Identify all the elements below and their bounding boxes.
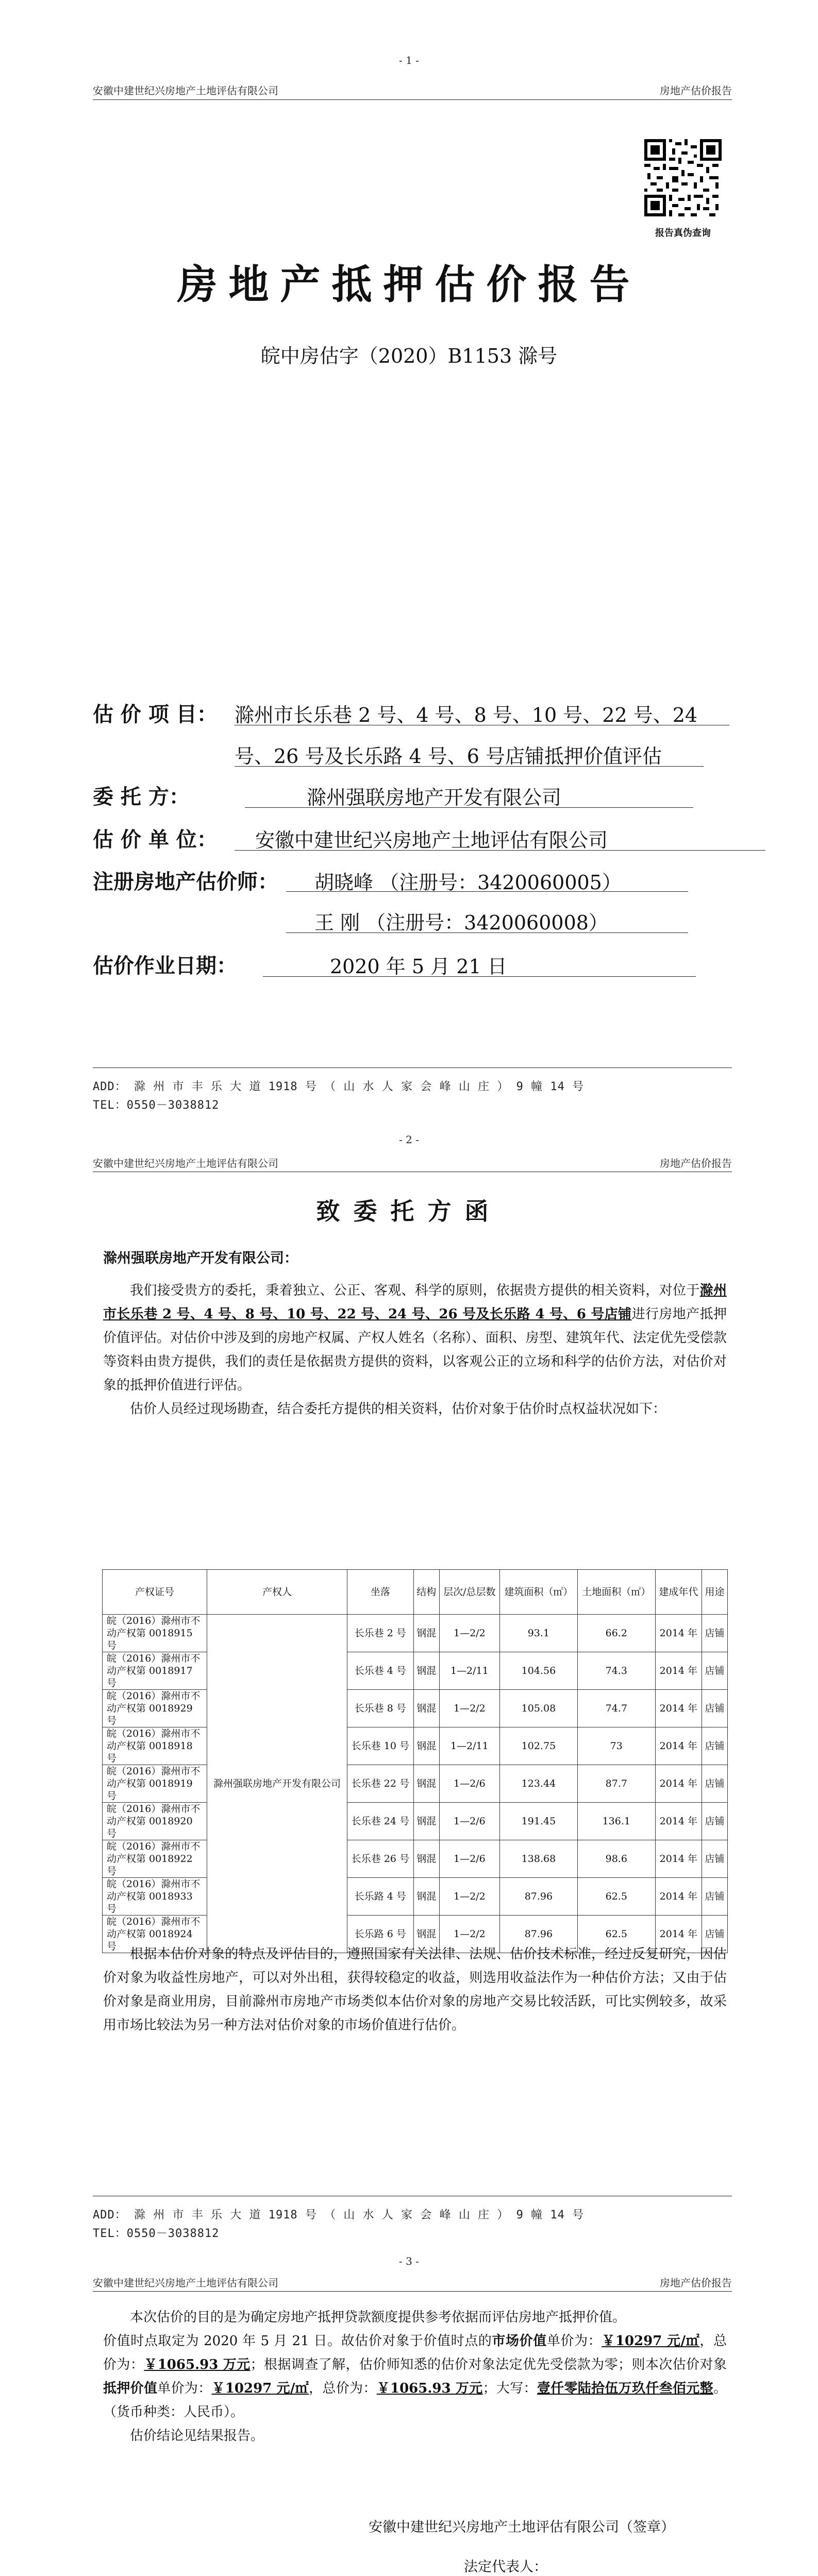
- cell-use: 店铺: [702, 1765, 728, 1803]
- property-table: [102, 1569, 728, 1953]
- cell-area: 138.68: [499, 1840, 577, 1878]
- cell-area: 87.96: [499, 1878, 577, 1916]
- cell-location: 长乐巷 10 号: [347, 1727, 413, 1765]
- footer-address: ADD： 滁 州 市 丰 乐 大 道 1918 号 （ 山 水 人 家 会 峰 山 庄 ） 9 幢 14 号: [93, 1080, 585, 1093]
- page-number: - 2 -: [399, 1133, 419, 1146]
- mortgage-unit-price: ￥10297 元/㎡: [211, 2381, 309, 2396]
- p2-total-label: ，总价为：: [103, 2333, 727, 2372]
- project-label: 估 价 项 目：: [93, 703, 218, 726]
- cell-use: 店铺: [702, 1727, 728, 1765]
- th-use: 用途: [702, 1570, 728, 1615]
- p1-intro: 我们接受贵方的委托，秉着独立、公正、客观、科学的原则，依据贵方提供的相关资料，对位于: [130, 1283, 700, 1298]
- footer-tel: TEL：0550－3038812: [93, 2227, 220, 2240]
- cell-land: 74.3: [577, 1652, 655, 1690]
- p2-currency: 。（货币种类：人民币）。: [103, 2381, 727, 2420]
- cell-area: 105.08: [499, 1690, 577, 1727]
- cell-floor: 1—2/6: [439, 1803, 499, 1840]
- p2-capital-label: ；大写：: [482, 2381, 537, 2396]
- cell-use: 店铺: [702, 1652, 728, 1690]
- letter-page: [0, 1123, 818, 2254]
- letter-addressee: 滁州强联房地产开发有限公司：: [103, 1250, 298, 1266]
- th-land: 土地面积（㎡）: [577, 1570, 655, 1615]
- registered-appraiser-1: 胡晓峰 （注册号：3420060005）: [314, 871, 622, 894]
- work-date-label: 估价作业日期：: [93, 954, 237, 978]
- cell-land: 62.5: [577, 1878, 655, 1916]
- cell-floor: 1—2/11: [439, 1727, 499, 1765]
- header-doc-type: 房地产估价报告: [660, 2277, 732, 2289]
- table-row: [103, 1727, 728, 1765]
- cell-floor: 1—2/11: [439, 1652, 499, 1690]
- table-row: [103, 1803, 728, 1840]
- header-company: 安徽中建世纪兴房地产土地评估有限公司: [93, 1157, 278, 1170]
- table-row: [103, 1615, 728, 1652]
- cover-page: [0, 0, 818, 1123]
- cell-floor: 1—2/2: [439, 1615, 499, 1652]
- cell-structure: 钢混: [413, 1727, 439, 1765]
- cell-location: 长乐巷 4 号: [347, 1652, 413, 1690]
- table-row: [103, 1690, 728, 1727]
- cell-location: 长乐巷 22 号: [347, 1765, 413, 1803]
- cell-cert: 皖（2016）滁州市不动产权第 0018920 号: [103, 1803, 207, 1840]
- page-header: [93, 2275, 732, 2290]
- cell-structure: 钢混: [413, 1803, 439, 1840]
- th-owner: 产权人: [207, 1570, 347, 1615]
- cell-floor: 1—2/6: [439, 1840, 499, 1878]
- registered-appraiser-2: 王 刚 （注册号：3420060008）: [314, 911, 608, 934]
- cell-year: 2014 年: [655, 1652, 702, 1690]
- market-unit-price: ￥10297 元/㎡: [602, 2333, 700, 2349]
- cell-structure: 钢混: [413, 1840, 439, 1878]
- cell-location: 长乐巷 8 号: [347, 1690, 413, 1727]
- cell-structure: 钢混: [413, 1916, 439, 1953]
- table-row: [103, 1652, 728, 1690]
- cell-location: 长乐巷 26 号: [347, 1840, 413, 1878]
- signature-legal-rep: 法定代表人：: [464, 2559, 547, 2575]
- cell-year: 2014 年: [655, 1840, 702, 1878]
- letter-paragraph-1: [103, 1279, 727, 1397]
- work-date-underline: [263, 976, 696, 977]
- cell-year: 2014 年: [655, 1916, 702, 1953]
- project-value-line1: 滁州市长乐巷 2 号、4 号、8 号、10 号、22 号、24: [235, 704, 698, 726]
- report-title: 房地产抵押估价报告: [177, 261, 641, 308]
- cell-use: 店铺: [702, 1840, 728, 1878]
- header-doc-type: 房地产估价报告: [660, 1157, 732, 1170]
- cell-cert: 皖（2016）滁州市不动产权第 0018933 号: [103, 1878, 207, 1916]
- letter-continued-page: [0, 2254, 818, 2576]
- cell-land: 74.7: [577, 1690, 655, 1727]
- footer-tel: TEL：0550－3038812: [93, 1099, 220, 1112]
- th-area: 建筑面积（㎡）: [499, 1570, 577, 1615]
- cell-cert: 皖（2016）滁州市不动产权第 0018918 号: [103, 1727, 207, 1765]
- appraiser-underline: [235, 850, 765, 851]
- cell-area: 104.56: [499, 1652, 577, 1690]
- p2-unit-label: 单价为：: [546, 2333, 602, 2349]
- cell-land: 136.1: [577, 1803, 655, 1840]
- cell-structure: 钢混: [413, 1652, 439, 1690]
- p2-total-label-2: ，总价为：: [309, 2381, 377, 2396]
- th-floor: 层次/总层数: [439, 1570, 499, 1615]
- cell-owner: 滁州强联房地产开发有限公司: [207, 1615, 347, 1953]
- market-total-price: ￥1065.93 万元: [144, 2357, 251, 2372]
- header-company: 安徽中建世纪兴房地产土地评估有限公司: [93, 2277, 278, 2289]
- cell-cert: 皖（2016）滁州市不动产权第 0018929 号: [103, 1690, 207, 1727]
- client-label: 委 托 方：: [93, 785, 190, 809]
- work-date-value: 2020 年 5 月 21 日: [330, 955, 507, 978]
- cell-floor: 1—2/2: [439, 1878, 499, 1916]
- p2-priority-text: ；根据调查了解，估价师知悉的估价对象法定优先受偿款为零；则本次估价对象: [250, 2357, 727, 2372]
- mortgage-value-label: 抵押价值: [103, 2381, 158, 2396]
- conclusion-paragraph-1: 本次估价的目的是为确定房地产抵押贷款额度提供参考依据而评估房地产抵押价值。: [130, 2310, 626, 2325]
- cell-structure: 钢混: [413, 1615, 439, 1652]
- cell-location: 长乐巷 2 号: [347, 1615, 413, 1652]
- cell-year: 2014 年: [655, 1690, 702, 1727]
- page-number: - 1 -: [399, 54, 419, 66]
- page-number: - 3 -: [399, 2255, 419, 2267]
- qr-code[interactable]: [644, 139, 722, 216]
- cell-land: 66.2: [577, 1615, 655, 1652]
- cell-use: 店铺: [702, 1878, 728, 1916]
- cell-cert: 皖（2016）滁州市不动产权第 0018924 号: [103, 1916, 207, 1953]
- table-row: [103, 1765, 728, 1803]
- th-structure: 结构: [413, 1570, 439, 1615]
- cell-location: 长乐路 6 号: [347, 1916, 413, 1953]
- qr-caption: 报告真伪查询: [655, 228, 711, 239]
- cell-floor: 1—2/2: [439, 1690, 499, 1727]
- p1-body: 进行房地产抵押价值评估。对估价中涉及到的房地产权属、产权人姓名（名称）、面积、房型、建筑年代、法定优先受偿款等资料由贵方提供，我们的责任是依据贵方提供的资料，以客观公正的立场和科学的估价方法，对估价对象的抵押价值进行评估。: [103, 1307, 727, 1393]
- cell-area: 191.45: [499, 1803, 577, 1840]
- appraiser-label: 估 价 单 位：: [93, 828, 218, 852]
- page-header: [93, 82, 732, 97]
- letter-paragraph-3: 根据本估价对象的特点及评估目的，遵照国家有关法律、法规、估价技术标准，经过反复研究，因估价对象为收益性房地产，可以对外出租，获得较稳定的收益，则选用收益法作为一种估价方法；又由于估价对象是商业用房，目前滁州市房地产市场类似本估价对象的房地产交易比较活跃，可比实例较多，故采用市场比较法为另一种方法对估价对象的市场价值进行估价。: [103, 1946, 727, 2033]
- cell-cert: 皖（2016）滁州市不动产权第 0018917 号: [103, 1652, 207, 1690]
- cell-use: 店铺: [702, 1803, 728, 1840]
- cell-cert: 皖（2016）滁州市不动产权第 0018919 号: [103, 1765, 207, 1803]
- th-cert: 产权证号: [103, 1570, 207, 1615]
- signature-company: 安徽中建世纪兴房地产土地评估有限公司（签章）: [369, 2519, 675, 2535]
- cell-land: 87.7: [577, 1765, 655, 1803]
- th-location: 坐落: [347, 1570, 413, 1615]
- footer-address: ADD： 滁 州 市 丰 乐 大 道 1918 号 （ 山 水 人 家 会 峰 山 庄 ） 9 幢 14 号: [93, 2209, 585, 2222]
- header-rule: [93, 99, 732, 100]
- conclusion-paragraph-3: 估价结论见结果报告。: [130, 2428, 264, 2444]
- cell-cert: 皖（2016）滁州市不动产权第 0018922 号: [103, 1840, 207, 1878]
- cell-floor: 1—2/2: [439, 1916, 499, 1953]
- project-value-line2: 号、26 号及长乐路 4 号、6 号店铺抵押价值评估: [235, 745, 662, 768]
- table-row: [103, 1840, 728, 1878]
- cell-year: 2014 年: [655, 1727, 702, 1765]
- registered-appraiser-label: 注册房地产估价师：: [93, 870, 278, 894]
- cell-year: 2014 年: [655, 1878, 702, 1916]
- cell-area: 87.96: [499, 1916, 577, 1953]
- header-rule: [93, 2291, 732, 2292]
- cell-land: 98.6: [577, 1840, 655, 1878]
- mortgage-total-capital: 壹仟零陆拾伍万玖仟叁佰元整: [537, 2381, 713, 2396]
- client-underline: [245, 807, 693, 808]
- cell-structure: 钢混: [413, 1878, 439, 1916]
- th-year: 建成年代: [655, 1570, 702, 1615]
- cell-use: 店铺: [702, 1916, 728, 1953]
- cell-area: 93.1: [499, 1615, 577, 1652]
- mortgage-total-price: ￥1065.93 万元: [376, 2381, 483, 2396]
- cell-structure: 钢混: [413, 1765, 439, 1803]
- p1-property: 滁州市长乐巷 2 号、4 号、8 号、10 号、22 号、24 号、26 号及长乐路 4 号、6 号店铺: [103, 1283, 727, 1322]
- letter-paragraph-2: 估价人员经过现场勘查，结合委托方提供的相关资料，估价对象于估价时点权益状况如下：: [130, 1401, 666, 1417]
- project-underline-2: [235, 766, 704, 767]
- cell-structure: 钢混: [413, 1690, 439, 1727]
- cell-use: 店铺: [702, 1690, 728, 1727]
- market-value-label: 市场价值: [492, 2333, 547, 2349]
- header-doc-type: 房地产估价报告: [660, 84, 732, 97]
- cell-year: 2014 年: [655, 1803, 702, 1840]
- cell-use: 店铺: [702, 1615, 728, 1652]
- table-row: [103, 1878, 728, 1916]
- cell-year: 2014 年: [655, 1765, 702, 1803]
- cell-floor: 1—2/6: [439, 1765, 499, 1803]
- document-number: 皖中房估字（2020）B1153 滁号: [260, 345, 558, 367]
- cell-land: 62.5: [577, 1916, 655, 1953]
- client-value: 滁州强联房地产开发有限公司: [307, 786, 562, 809]
- registered-appraiser-underline-1: [286, 891, 688, 892]
- table-header-row: [103, 1570, 728, 1615]
- appraiser-value: 安徽中建世纪兴房地产土地评估有限公司: [255, 829, 608, 852]
- cell-area: 123.44: [499, 1765, 577, 1803]
- cell-land: 73: [577, 1727, 655, 1765]
- letter-title: 致委托方函: [316, 1197, 502, 1225]
- p2-intro: 价值时点取定为 2020 年 5 月 21 日。故估价对象于价值时点的: [103, 2333, 492, 2349]
- cell-cert: 皖（2016）滁州市不动产权第 0018915 号: [103, 1615, 207, 1652]
- cell-year: 2014 年: [655, 1615, 702, 1652]
- footer-rule: [93, 1067, 732, 1068]
- conclusion-paragraph-2: [103, 2329, 727, 2424]
- cell-location: 长乐巷 24 号: [347, 1803, 413, 1840]
- header-company: 安徽中建世纪兴房地产土地评估有限公司: [93, 84, 278, 97]
- p2-unit-label-2: 单价为：: [157, 2381, 212, 2396]
- cell-area: 102.75: [499, 1727, 577, 1765]
- page-header: [93, 1155, 732, 1170]
- cell-location: 长乐路 4 号: [347, 1878, 413, 1916]
